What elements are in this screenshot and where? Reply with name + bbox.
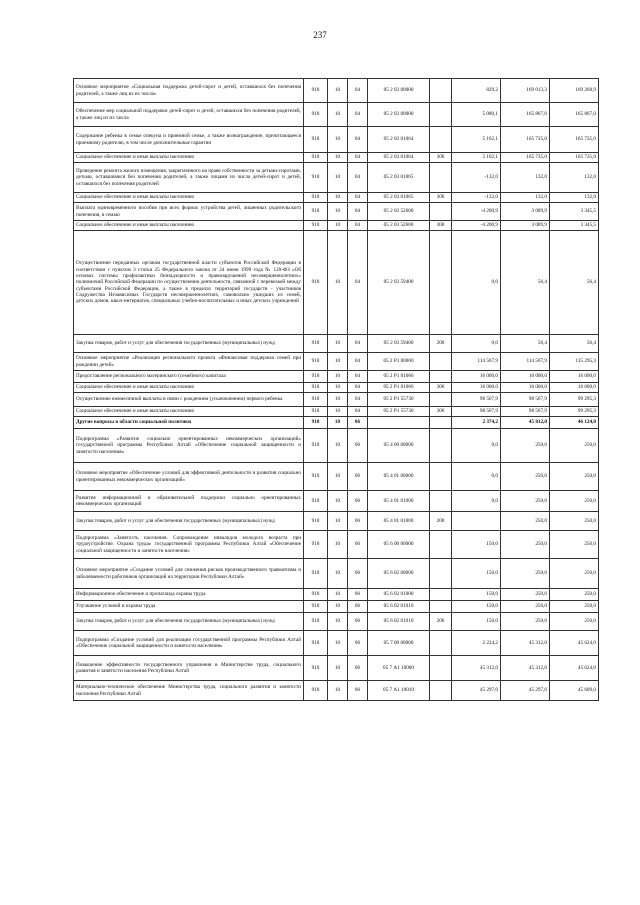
target-article-cell: 05 6 02 01010 bbox=[368, 613, 430, 631]
expense-name-cell: Осуществление ежемесячной выплаты в связи с рождением (усыновлением) первого ребенка bbox=[74, 393, 304, 407]
section-cell: 10 bbox=[328, 231, 348, 335]
target-article-cell: 05 2 03 01065 bbox=[368, 163, 430, 193]
section-cell: 10 bbox=[328, 417, 348, 429]
amount-year3-cell: 56,4 bbox=[550, 231, 599, 335]
table-row bbox=[74, 353, 599, 371]
expense-type-cell bbox=[430, 631, 452, 656]
target-article-cell: 05 4 01 00000 bbox=[368, 463, 430, 491]
table-row bbox=[74, 335, 599, 353]
amount-change-cell: 98 567,9 bbox=[452, 407, 501, 417]
ministry-code-cell: 910 bbox=[304, 153, 328, 163]
target-article-cell: 05 2 03 59400 bbox=[368, 335, 430, 353]
expense-type-cell bbox=[430, 656, 452, 681]
target-article-cell: 05 2 03 59400 bbox=[368, 231, 430, 335]
amount-change-cell: 5 162,1 bbox=[452, 127, 501, 153]
ministry-code-cell: 910 bbox=[304, 559, 328, 589]
expense-name-cell: Повышение эффективности государственного управления в Министерстве труда, социального развития и занятости населения Республики Алтай bbox=[74, 656, 304, 681]
expense-type-cell: 200 bbox=[430, 335, 452, 353]
amount-year2-cell: 250,0 bbox=[501, 463, 550, 491]
target-article-cell: 05 2 03 01064 bbox=[368, 153, 430, 163]
table-body bbox=[74, 79, 599, 701]
subsection-cell: 06 bbox=[348, 589, 368, 601]
table-row bbox=[74, 463, 599, 491]
amount-change-cell bbox=[452, 512, 501, 531]
target-article-cell: 05 2 P1 55730 bbox=[368, 407, 430, 417]
amount-year2-cell: 132,0 bbox=[501, 163, 550, 193]
target-article-cell: 05 2 03 52600 bbox=[368, 221, 430, 231]
subsection-cell: 04 bbox=[348, 103, 368, 127]
amount-year2-cell: 250,0 bbox=[501, 531, 550, 559]
expense-name-cell: Закупка товаров, работ и услуг для обеспечения государственных (муниципальных) нужд bbox=[74, 613, 304, 631]
subsection-cell: 04 bbox=[348, 79, 368, 103]
amount-year2-cell: 98 567,9 bbox=[501, 407, 550, 417]
ministry-code-cell: 910 bbox=[304, 163, 328, 193]
subsection-cell: 06 bbox=[348, 601, 368, 613]
amount-year2-cell: 16 000,0 bbox=[501, 383, 550, 393]
expense-name-cell: Закупка товаров, работ и услуг для обеспечения государственных (муниципальных) нужд bbox=[74, 512, 304, 531]
expense-name-cell: Содержание ребенка в семье опекуна и приемной семье, а также вознаграждение, причитающееся приемному родителю, в том числе дополнительные гарантии bbox=[74, 127, 304, 153]
subsection-cell: 06 bbox=[348, 463, 368, 491]
amount-change-cell: 0,0 bbox=[452, 463, 501, 491]
expense-type-cell bbox=[430, 417, 452, 429]
budget-table bbox=[73, 78, 599, 701]
section-cell: 10 bbox=[328, 79, 348, 103]
section-cell: 10 bbox=[328, 163, 348, 193]
expense-type-cell: 300 bbox=[430, 383, 452, 393]
subsection-cell: 04 bbox=[348, 335, 368, 353]
ministry-code-cell: 910 bbox=[304, 335, 328, 353]
amount-year3-cell: 3 345,5 bbox=[550, 203, 599, 221]
section-cell: 10 bbox=[328, 463, 348, 491]
expense-name-cell: Закупка товаров, работ и услуг для обеспечения государственных (муниципальных) нужд bbox=[74, 335, 304, 353]
amount-change-cell: -132,0 bbox=[452, 163, 501, 193]
target-article-cell: 05 2 03 00000 bbox=[368, 79, 430, 103]
section-cell: 10 bbox=[328, 335, 348, 353]
expense-type-cell bbox=[430, 231, 452, 335]
ministry-code-cell: 910 bbox=[304, 203, 328, 221]
amount-year2-cell: 250,0 bbox=[501, 559, 550, 589]
amount-year3-cell: 250,0 bbox=[550, 613, 599, 631]
amount-year2-cell: 16 000,0 bbox=[501, 371, 550, 383]
table-row bbox=[74, 559, 599, 589]
amount-year3-cell: 45 609,0 bbox=[550, 681, 599, 701]
amount-year3-cell: 115 295,3 bbox=[550, 353, 599, 371]
ministry-code-cell: 910 bbox=[304, 531, 328, 559]
section-cell: 10 bbox=[328, 371, 348, 383]
amount-change-cell: 0,0 bbox=[452, 491, 501, 512]
amount-change-cell: 0,0 bbox=[452, 429, 501, 463]
ministry-code-cell: 910 bbox=[304, 383, 328, 393]
amount-change-cell: 2 374,2 bbox=[452, 417, 501, 429]
expense-type-cell: 300 bbox=[430, 221, 452, 231]
subsection-cell: 04 bbox=[348, 353, 368, 371]
amount-year2-cell: 250,0 bbox=[501, 589, 550, 601]
subsection-cell: 06 bbox=[348, 613, 368, 631]
amount-change-cell: 16 000,0 bbox=[452, 371, 501, 383]
table-row bbox=[74, 613, 599, 631]
section-cell: 10 bbox=[328, 407, 348, 417]
table-row bbox=[74, 589, 599, 601]
table-row bbox=[74, 127, 599, 153]
section-cell: 10 bbox=[328, 393, 348, 407]
expense-type-cell: 200 bbox=[430, 613, 452, 631]
expense-name-cell: Подпрограмма «Занятость населения. Сопровождение инвалидов молодого возраста при трудоустройстве. Охрана труда» государственной программы Республики Алтай «Обеспечение социальной защищенности и занятости населения» bbox=[74, 531, 304, 559]
subsection-cell: 04 bbox=[348, 193, 368, 203]
amount-year3-cell: 250,0 bbox=[550, 491, 599, 512]
expense-type-cell bbox=[430, 589, 452, 601]
expense-name-cell: Информационное обеспечение и пропаганда охраны труда bbox=[74, 589, 304, 601]
target-article-cell: 05 7 00 00000 bbox=[368, 631, 430, 656]
ministry-code-cell: 910 bbox=[304, 127, 328, 153]
table-row bbox=[74, 193, 599, 203]
amount-year2-cell: 45 312,0 bbox=[501, 631, 550, 656]
table-row bbox=[74, 383, 599, 393]
target-article-cell: 05 2 03 01064 bbox=[368, 127, 430, 153]
amount-change-cell: 98 567,9 bbox=[452, 393, 501, 407]
expense-name-cell: Материально-техническое обеспечение Министерства труда, социального развития и занятости населения Республики Алтай bbox=[74, 681, 304, 701]
section-cell: 10 bbox=[328, 589, 348, 601]
amount-change-cell: 0,0 bbox=[452, 231, 501, 335]
target-article-cell: 05 4 00 00000 bbox=[368, 429, 430, 463]
amount-change-cell: 5 080,1 bbox=[452, 103, 501, 127]
ministry-code-cell: 910 bbox=[304, 463, 328, 491]
expense-name-cell: Социальное обеспечение и иные выплаты населению bbox=[74, 153, 304, 163]
amount-change-cell: 150,0 bbox=[452, 613, 501, 631]
ministry-code-cell: 910 bbox=[304, 429, 328, 463]
table-row bbox=[74, 103, 599, 127]
amount-change-cell: 2 224,2 bbox=[452, 631, 501, 656]
page-number: 237 bbox=[313, 30, 327, 40]
amount-year2-cell: 250,0 bbox=[501, 601, 550, 613]
table-row bbox=[74, 221, 599, 231]
subsection-cell: 06 bbox=[348, 429, 368, 463]
ministry-code-cell: 910 bbox=[304, 491, 328, 512]
ministry-code-cell: 910 bbox=[304, 681, 328, 701]
section-cell: 10 bbox=[328, 203, 348, 221]
ministry-code-cell: 910 bbox=[304, 613, 328, 631]
amount-change-cell: 150,0 bbox=[452, 531, 501, 559]
amount-year3-cell: 56,4 bbox=[550, 335, 599, 353]
expense-type-cell: 300 bbox=[430, 153, 452, 163]
amount-year3-cell: 250,0 bbox=[550, 559, 599, 589]
ministry-code-cell: 910 bbox=[304, 631, 328, 656]
subsection-cell: 06 bbox=[348, 417, 368, 429]
amount-year3-cell: 132,0 bbox=[550, 193, 599, 203]
amount-year3-cell: 250,0 bbox=[550, 531, 599, 559]
expense-type-cell bbox=[430, 429, 452, 463]
table-row bbox=[74, 631, 599, 656]
amount-year2-cell: 165 867,0 bbox=[501, 103, 550, 127]
section-cell: 10 bbox=[328, 153, 348, 163]
amount-year2-cell: 45 297,0 bbox=[501, 681, 550, 701]
section-cell: 10 bbox=[328, 491, 348, 512]
target-article-cell: 05 2 P1 01066 bbox=[368, 383, 430, 393]
section-cell: 10 bbox=[328, 681, 348, 701]
section-cell: 10 bbox=[328, 429, 348, 463]
amount-year3-cell: 16 000,0 bbox=[550, 371, 599, 383]
target-article-cell: 05 2 P1 00000 bbox=[368, 353, 430, 371]
subsection-cell: 06 bbox=[348, 491, 368, 512]
target-article-cell: 05 6 02 01000 bbox=[368, 589, 430, 601]
amount-change-cell: 150,0 bbox=[452, 559, 501, 589]
table-row bbox=[74, 231, 599, 335]
subsection-cell: 04 bbox=[348, 231, 368, 335]
target-article-cell bbox=[368, 417, 430, 429]
amount-change-cell: 114 567,9 bbox=[452, 353, 501, 371]
section-cell: 10 bbox=[328, 601, 348, 613]
amount-year3-cell: 46 124,0 bbox=[550, 417, 599, 429]
expense-type-cell: 300 bbox=[430, 407, 452, 417]
amount-year2-cell: 132,0 bbox=[501, 193, 550, 203]
ministry-code-cell: 910 bbox=[304, 417, 328, 429]
table-row bbox=[74, 163, 599, 193]
expense-type-cell bbox=[430, 203, 452, 221]
table-row bbox=[74, 601, 599, 613]
amount-year3-cell: 99 295,3 bbox=[550, 393, 599, 407]
expense-type-cell bbox=[430, 79, 452, 103]
section-cell: 10 bbox=[328, 221, 348, 231]
amount-year3-cell: 45 624,0 bbox=[550, 656, 599, 681]
target-article-cell: 05 6 02 00000 bbox=[368, 559, 430, 589]
amount-year2-cell: 56,4 bbox=[501, 335, 550, 353]
section-cell: 10 bbox=[328, 512, 348, 531]
amount-year3-cell: 169 268,9 bbox=[550, 79, 599, 103]
subsection-cell: 04 bbox=[348, 371, 368, 383]
expense-type-cell bbox=[430, 393, 452, 407]
section-cell: 10 bbox=[328, 631, 348, 656]
expense-name-cell: Улучшение условий и охраны труда bbox=[74, 601, 304, 613]
section-cell: 10 bbox=[328, 103, 348, 127]
target-article-cell: 05 2 03 52600 bbox=[368, 203, 430, 221]
ministry-code-cell: 910 bbox=[304, 393, 328, 407]
amount-year2-cell: 3 089,9 bbox=[501, 221, 550, 231]
table-row bbox=[74, 491, 599, 512]
amount-year3-cell: 250,0 bbox=[550, 463, 599, 491]
amount-year3-cell: 165 735,0 bbox=[550, 153, 599, 163]
amount-change-cell: 45 312,0 bbox=[452, 656, 501, 681]
table-row bbox=[74, 681, 599, 701]
expense-type-cell bbox=[430, 559, 452, 589]
table-row bbox=[74, 429, 599, 463]
amount-year2-cell: 165 735,0 bbox=[501, 153, 550, 163]
expense-name-cell: Основное мероприятие «Создание условий для снижения рисков производственного травматизма и заболеваемости работников организаций на территории Республики Алтай» bbox=[74, 559, 304, 589]
amount-year2-cell: 250,0 bbox=[501, 512, 550, 531]
amount-change-cell: -4 200,9 bbox=[452, 221, 501, 231]
table-row bbox=[74, 203, 599, 221]
target-article-cell: 05 2 P1 55730 bbox=[368, 393, 430, 407]
target-article-cell: 05 2 P1 01066 bbox=[368, 371, 430, 383]
amount-year3-cell: 165 867,0 bbox=[550, 103, 599, 127]
expense-type-cell bbox=[430, 531, 452, 559]
expense-name-cell: Обеспечение мер социальной поддержки детей-сирот и детей, оставшихся без попечения родителей, а также лиц из их числа bbox=[74, 103, 304, 127]
subsection-cell: 06 bbox=[348, 656, 368, 681]
amount-year2-cell: 250,0 bbox=[501, 491, 550, 512]
ministry-code-cell: 910 bbox=[304, 371, 328, 383]
amount-year3-cell: 16 000,0 bbox=[550, 383, 599, 393]
amount-change-cell: 16 000,0 bbox=[452, 383, 501, 393]
ministry-code-cell: 910 bbox=[304, 231, 328, 335]
table-row bbox=[74, 417, 599, 429]
amount-year3-cell: 45 624,0 bbox=[550, 631, 599, 656]
expense-name-cell: Выплата единовременного пособия при всех формах устройства детей, лишенных родительского попечения, в семью bbox=[74, 203, 304, 221]
expense-type-cell bbox=[430, 371, 452, 383]
section-cell: 10 bbox=[328, 127, 348, 153]
table-row bbox=[74, 153, 599, 163]
ministry-code-cell: 910 bbox=[304, 193, 328, 203]
expense-name-cell: Основное мероприятие «Реализация регионального проекта «Финансовая поддержка семей при рождении детей» bbox=[74, 353, 304, 371]
target-article-cell: 05 4 01 01000 bbox=[368, 491, 430, 512]
expense-type-cell bbox=[430, 681, 452, 701]
section-cell: 10 bbox=[328, 383, 348, 393]
amount-year2-cell: 98 567,9 bbox=[501, 393, 550, 407]
subsection-cell: 04 bbox=[348, 407, 368, 417]
expense-name-cell: Социальное обеспечение и иные выплаты населению bbox=[74, 221, 304, 231]
table-row bbox=[74, 393, 599, 407]
ministry-code-cell: 910 bbox=[304, 601, 328, 613]
amount-change-cell: 150,0 bbox=[452, 589, 501, 601]
amount-year2-cell: 250,0 bbox=[501, 613, 550, 631]
amount-year2-cell: 3 089,9 bbox=[501, 203, 550, 221]
expense-name-cell: Развитие информационной и образовательной поддержки социально ориентированных некоммерческих организаций bbox=[74, 491, 304, 512]
expense-name-cell: Социальное обеспечение и иные выплаты населению bbox=[74, 383, 304, 393]
expense-type-cell: 200 bbox=[430, 512, 452, 531]
expense-type-cell bbox=[430, 491, 452, 512]
ministry-code-cell: 910 bbox=[304, 353, 328, 371]
expense-name-cell: Другие вопросы в области социальной политики bbox=[74, 417, 304, 429]
subsection-cell: 04 bbox=[348, 383, 368, 393]
amount-change-cell: 150,0 bbox=[452, 601, 501, 613]
expense-name-cell: Основное мероприятие «Социальная поддержка детей-сирот и детей, оставшихся без попечения родителей, а также лиц из их числа» bbox=[74, 79, 304, 103]
section-cell: 10 bbox=[328, 559, 348, 589]
amount-year3-cell: 132,0 bbox=[550, 163, 599, 193]
amount-year3-cell: 250,0 bbox=[550, 512, 599, 531]
expense-type-cell bbox=[430, 353, 452, 371]
expense-type-cell bbox=[430, 463, 452, 491]
section-cell: 10 bbox=[328, 193, 348, 203]
target-article-cell: 05 6 00 00000 bbox=[368, 531, 430, 559]
section-cell: 10 bbox=[328, 531, 348, 559]
expense-type-cell: 300 bbox=[430, 193, 452, 203]
target-article-cell: 05 2 03 00000 bbox=[368, 103, 430, 127]
section-cell: 10 bbox=[328, 353, 348, 371]
amount-year2-cell: 169 013,3 bbox=[501, 79, 550, 103]
subsection-cell: 04 bbox=[348, 221, 368, 231]
ministry-code-cell: 910 bbox=[304, 221, 328, 231]
target-article-cell: 05 6 02 01010 bbox=[368, 601, 430, 613]
expense-name-cell: Социальное обеспечение и иные выплаты населению bbox=[74, 193, 304, 203]
expense-name-cell: Подпрограмма «Развитие социально ориентированных некоммерческих организаций» государственной программы Республики Алтай «Обеспечение социальной защищенности и занятости населения» bbox=[74, 429, 304, 463]
subsection-cell: 04 bbox=[348, 203, 368, 221]
ministry-code-cell: 910 bbox=[304, 407, 328, 417]
table-row bbox=[74, 512, 599, 531]
target-article-cell: 05 7 А1 10000 bbox=[368, 656, 430, 681]
target-article-cell: 05 4 01 01000 bbox=[368, 512, 430, 531]
amount-year3-cell: 3 345,5 bbox=[550, 221, 599, 231]
table-row bbox=[74, 407, 599, 417]
amount-year2-cell: 45 312,0 bbox=[501, 656, 550, 681]
ministry-code-cell: 910 bbox=[304, 512, 328, 531]
expense-name-cell: Социальное обеспечение и иные выплаты населению bbox=[74, 407, 304, 417]
expense-name-cell: Предоставление регионального материнского (семейного) капитала bbox=[74, 371, 304, 383]
table-row bbox=[74, 79, 599, 103]
amount-year3-cell: 250,0 bbox=[550, 589, 599, 601]
subsection-cell: 04 bbox=[348, 153, 368, 163]
amount-change-cell: 0,0 bbox=[452, 335, 501, 353]
ministry-code-cell: 910 bbox=[304, 656, 328, 681]
ministry-code-cell: 910 bbox=[304, 79, 328, 103]
amount-change-cell: 829,2 bbox=[452, 79, 501, 103]
amount-change-cell: 5 162,1 bbox=[452, 153, 501, 163]
expense-type-cell bbox=[430, 103, 452, 127]
table-row bbox=[74, 656, 599, 681]
amount-year3-cell: 99 295,3 bbox=[550, 407, 599, 417]
subsection-cell: 06 bbox=[348, 559, 368, 589]
subsection-cell: 04 bbox=[348, 393, 368, 407]
amount-change-cell: -132,0 bbox=[452, 193, 501, 203]
table-row bbox=[74, 531, 599, 559]
expense-type-cell bbox=[430, 163, 452, 193]
amount-year2-cell: 45 812,0 bbox=[501, 417, 550, 429]
amount-year3-cell: 250,0 bbox=[550, 601, 599, 613]
target-article-cell: 05 7 А1 10010 bbox=[368, 681, 430, 701]
amount-year2-cell: 56,4 bbox=[501, 231, 550, 335]
expense-name-cell: Осуществление переданных органам государственной власти субъектов Российской Федерации в соответствии с пунктом 3 статьи 25 Федерального закона от 24 июня 1999 года № 120-ФЗ «Об основах системы профилактики безнадзорности и правонарушений несовершеннолетних» полномочий Российской Федерации по осуществлению деятельности, связанной с перевозкой между субъектами Российской Федерации, а также в пределах территорий государств - участников Содружества Независимых Государств несовершеннолетних, самовольно ушедших из семей, детских домов, школ-интернатов, специальных учебно-воспитательных и иных детских учреждений bbox=[74, 231, 304, 335]
ministry-code-cell: 910 bbox=[304, 103, 328, 127]
subsection-cell: 04 bbox=[348, 163, 368, 193]
amount-change-cell: 45 297,0 bbox=[452, 681, 501, 701]
expense-name-cell: Основное мероприятие «Обеспечение условий для эффективной деятельности и развития социально ориентированных некоммерческих организаций» bbox=[74, 463, 304, 491]
section-cell: 10 bbox=[328, 613, 348, 631]
table-row bbox=[74, 371, 599, 383]
amount-year2-cell: 114 567,9 bbox=[501, 353, 550, 371]
subsection-cell: 04 bbox=[348, 127, 368, 153]
section-cell: 10 bbox=[328, 656, 348, 681]
expense-type-cell bbox=[430, 127, 452, 153]
subsection-cell: 06 bbox=[348, 512, 368, 531]
subsection-cell: 06 bbox=[348, 631, 368, 656]
expense-type-cell bbox=[430, 601, 452, 613]
ministry-code-cell: 910 bbox=[304, 589, 328, 601]
amount-change-cell: -4 200,9 bbox=[452, 203, 501, 221]
expense-name-cell: Проведение ремонта жилого помещения, закрепленного на праве собственности за детьми-сиротами, детьми, оставшимися без попечения родителей, а также лицами из числа детей-сирот и детей, оставшихся без попечения родителей bbox=[74, 163, 304, 193]
amount-year3-cell: 250,0 bbox=[550, 429, 599, 463]
amount-year3-cell: 165 735,0 bbox=[550, 127, 599, 153]
target-article-cell: 05 2 03 01065 bbox=[368, 193, 430, 203]
amount-year2-cell: 165 735,0 bbox=[501, 127, 550, 153]
subsection-cell: 06 bbox=[348, 681, 368, 701]
subsection-cell: 06 bbox=[348, 531, 368, 559]
expense-name-cell: Подпрограмма «Создание условий для реализации государственной программы Республики Алтай «Обеспечение социальной защищенности и занятости населения» bbox=[74, 631, 304, 656]
amount-year2-cell: 250,0 bbox=[501, 429, 550, 463]
